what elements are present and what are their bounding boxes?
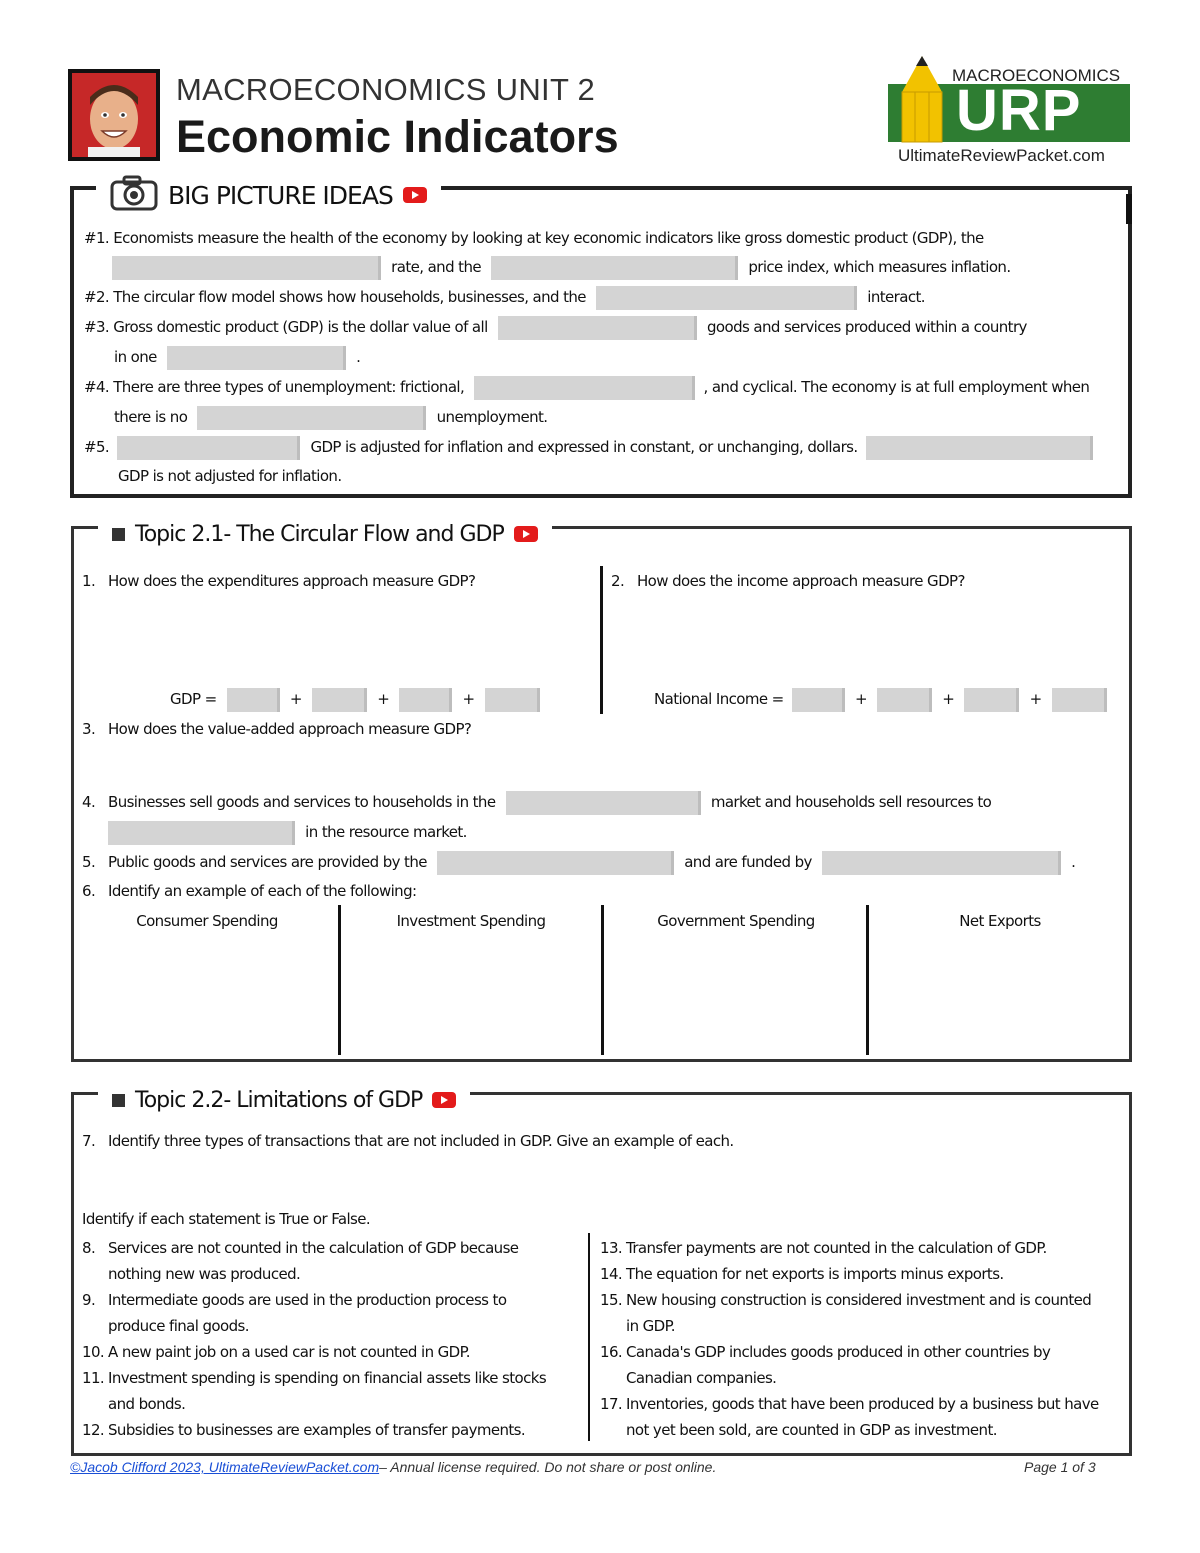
column-divider — [588, 1233, 590, 1441]
statement-10: 10. A new paint job on a used car is not counted in GDP. — [82, 1343, 470, 1361]
answer-blank[interactable] — [964, 688, 1019, 712]
question-2: 2. How does the income approach measure GDP? — [611, 572, 965, 590]
statement-15-cont: in GDP. — [626, 1317, 675, 1335]
question-7: 7. Identify three types of transactions that are not included in GDP. Give an example of each. — [82, 1132, 734, 1150]
answer-blank[interactable] — [312, 688, 367, 712]
question-5: 5. Public goods and services are provided by the and are funded by . — [82, 847, 1075, 877]
answer-blank[interactable] — [399, 688, 452, 712]
question-1: 1. How does the expenditures approach measure GDP? — [82, 572, 476, 590]
column-consumer-spending: Consumer Spending — [136, 912, 278, 930]
urp-logo — [886, 52, 1132, 172]
answer-blank[interactable] — [437, 851, 674, 875]
answer-blank[interactable] — [491, 256, 738, 280]
statement-16: 16. Canada's GDP includes goods produced in other countries by — [600, 1343, 1051, 1361]
answer-blank[interactable] — [108, 821, 295, 845]
topic-2-1-title: Topic 2.1- The Circular Flow and GDP — [135, 521, 504, 547]
statement-16-cont: Canadian companies. — [626, 1369, 777, 1387]
question-3: 3. How does the value-added approach measure GDP? — [82, 720, 472, 738]
answer-blank[interactable] — [506, 791, 701, 815]
youtube-icon[interactable] — [403, 187, 427, 203]
column-divider — [601, 905, 604, 1055]
answer-blank[interactable] — [474, 376, 695, 400]
idea-4-line: #4. There are three types of unemployment: frictional, , and cyclical. The economy is at full employment when — [84, 372, 1089, 402]
topic-2-2-legend — [98, 1082, 470, 1118]
true-false-left-list — [82, 1235, 582, 1443]
idea-2-line: #2. The circular flow model shows how households, businesses, and the interact. — [84, 282, 925, 312]
statement-14: 14. The equation for net exports is imports minus exports. — [600, 1265, 1004, 1283]
column-divider — [600, 566, 603, 714]
column-government-spending: Government Spending — [657, 912, 815, 930]
true-false-instructions: Identify if each statement is True or False. — [82, 1210, 371, 1228]
answer-blank[interactable] — [117, 436, 300, 460]
statement-9-cont: produce final goods. — [108, 1317, 249, 1335]
idea-3-line: #3. Gross domestic product (GDP) is the dollar value of all goods and services produced within a country — [84, 312, 1027, 342]
statement-9: 9. Intermediate goods are used in the production process to — [82, 1291, 507, 1309]
answer-blank[interactable] — [596, 286, 857, 310]
page-number: Page 1 of 3 — [1024, 1459, 1096, 1475]
column-investment-spending: Investment Spending — [396, 912, 546, 930]
answer-blank[interactable] — [167, 346, 346, 370]
gdp-equation: GDP = + + + — [170, 684, 540, 714]
statement-8-cont: nothing new was produced. — [108, 1265, 301, 1283]
question-6: 6. Identify an example of each of the following: — [82, 882, 417, 900]
answer-blank[interactable] — [1052, 688, 1107, 712]
idea-5-line: #5. GDP is adjusted for inflation and expressed in constant, or unchanging, dollars. — [84, 432, 1093, 462]
bullet-square-icon — [112, 1094, 125, 1107]
logo-site-text: UltimateReviewPacket.com — [898, 146, 1105, 165]
question-4-line-b: in the resource market. — [108, 817, 467, 847]
idea-1-line: #1. Economists measure the health of the economy by looking at key economic indicators like gross domestic product (GDP), the — [84, 229, 984, 247]
logo-urp-text: URP — [956, 78, 1082, 143]
copyright-link[interactable]: ©Jacob Clifford 2023, UltimateReviewPacket.com — [70, 1459, 380, 1475]
idea-3-line-b: in one . — [114, 342, 360, 372]
youtube-icon[interactable] — [432, 1092, 456, 1108]
idea-1-line-b: rate, and the price index, which measures inflation. — [112, 252, 1011, 282]
license-notice: – Annual license required. Do not share or post online. — [379, 1459, 717, 1475]
statement-11: 11. Investment spending is spending on financial assets like stocks — [82, 1369, 547, 1387]
topic-2-2-title: Topic 2.2- Limitations of GDP — [135, 1087, 423, 1113]
footer — [70, 1459, 716, 1475]
column-net-exports: Net Exports — [959, 912, 1041, 930]
statement-17: 17. Inventories, goods that have been produced by a business but have — [600, 1395, 1099, 1413]
idea-5-line-b: GDP is not adjusted for inflation. — [118, 467, 342, 485]
big-picture-title: BIG PICTURE IDEAS — [168, 180, 393, 210]
idea-4-line-b: there is no unemployment. — [114, 402, 547, 432]
statement-12: 12. Subsidies to businesses are examples of transfer payments. — [82, 1421, 526, 1439]
national-income-equation: National Income = + + + — [654, 684, 1107, 714]
answer-blank[interactable] — [792, 688, 845, 712]
answer-blank[interactable] — [877, 688, 932, 712]
author-photo — [68, 69, 160, 161]
logo-top-text: MACROECONOMICS — [952, 66, 1121, 85]
bullet-square-icon — [112, 528, 125, 541]
page-title: Economic Indicators — [176, 111, 619, 162]
statement-11-cont: and bonds. — [108, 1395, 186, 1413]
column-divider — [866, 905, 869, 1055]
answer-blank[interactable] — [822, 851, 1061, 875]
statement-17-cont: not yet been sold, are counted in GDP as investment. — [626, 1421, 997, 1439]
statement-13: 13. Transfer payments are not counted in the calculation of GDP. — [600, 1239, 1047, 1257]
big-picture-legend — [96, 176, 441, 214]
answer-blank[interactable] — [112, 256, 381, 280]
answer-blank[interactable] — [197, 406, 426, 430]
answer-blank[interactable] — [498, 316, 697, 340]
unit-label: MACROECONOMICS UNIT 2 — [176, 72, 596, 107]
topic-2-1-legend — [98, 516, 552, 552]
answer-blank[interactable] — [866, 436, 1093, 460]
question-4: 4. Businesses sell goods and services to households in the market and households sell resources to — [82, 787, 991, 817]
column-divider — [338, 905, 341, 1055]
camera-icon — [110, 175, 158, 216]
answer-blank[interactable] — [485, 688, 540, 712]
true-false-right-list — [600, 1235, 1125, 1443]
statement-15: 15. New housing construction is considered investment and is counted — [600, 1291, 1092, 1309]
youtube-icon[interactable] — [514, 526, 538, 542]
answer-blank[interactable] — [227, 688, 280, 712]
statement-8: 8. Services are not counted in the calculation of GDP because — [82, 1239, 519, 1257]
